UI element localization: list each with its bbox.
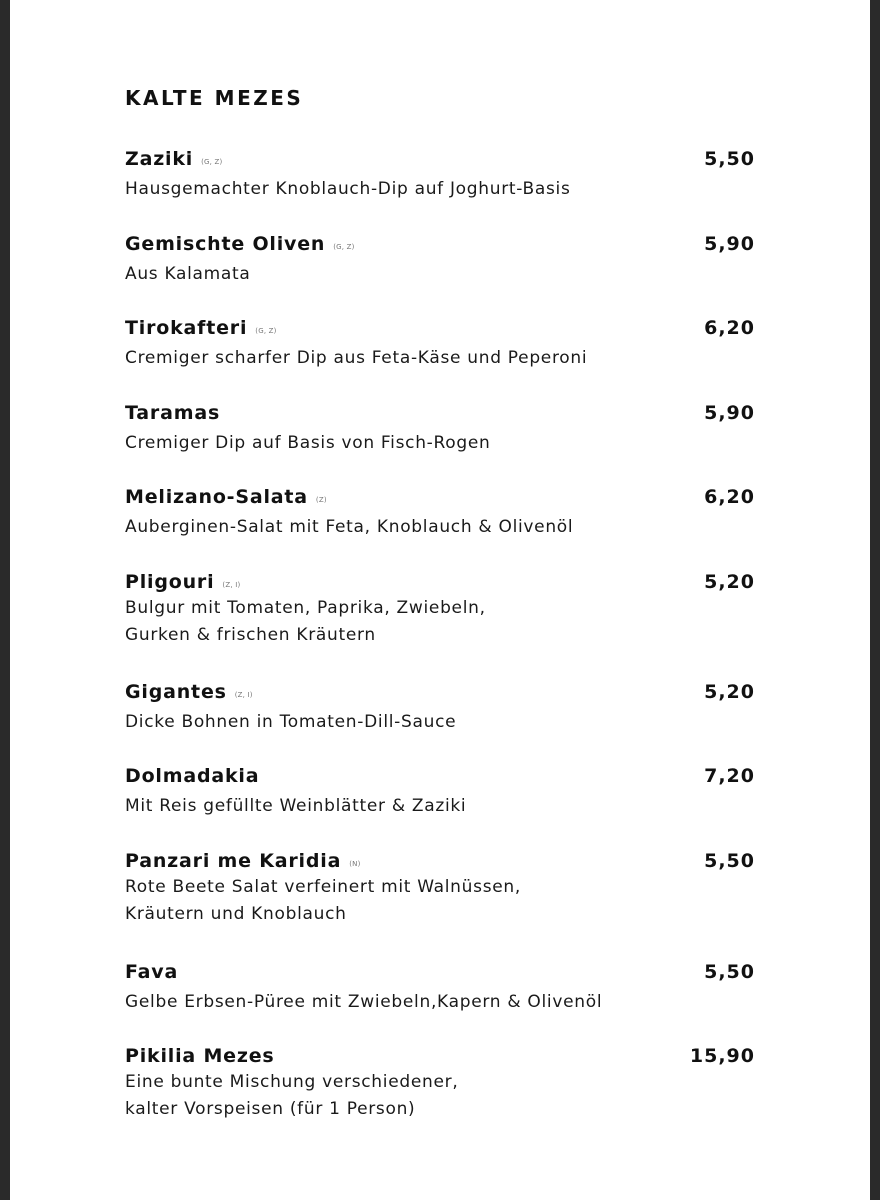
item-name: Panzari me Karidia xyxy=(125,850,342,872)
allergen-codes: (Z) xyxy=(315,496,327,504)
menu-item-panzari-me-karidia xyxy=(125,848,755,928)
item-name: Gigantes xyxy=(125,681,227,703)
item-name: Pligouri xyxy=(125,571,215,593)
menu-item-pikilia-mezes xyxy=(125,1043,755,1123)
item-description: Hausgemachter Knoblauch-Dip auf Joghurt-Basis xyxy=(125,179,571,199)
item-name: Dolmadakia xyxy=(125,765,260,787)
menu-item-header xyxy=(125,400,755,426)
menu-item-header xyxy=(125,1043,755,1069)
item-description: Cremiger scharfer Dip aus Feta-Käse und Peperoni xyxy=(125,348,588,368)
item-price: 5,50 xyxy=(704,850,755,872)
menu-item-header xyxy=(125,763,755,789)
item-description: Cremiger Dip auf Basis von Fisch-Rogen xyxy=(125,433,491,453)
item-description: Gelbe Erbsen-Püree mit Zwiebeln,Kapern & Olivenöl xyxy=(125,992,603,1012)
menu-item-header xyxy=(125,484,755,510)
section-title: KALTE MEZES xyxy=(125,86,304,110)
menu-item-header xyxy=(125,569,755,595)
allergen-codes: (Z, I) xyxy=(222,581,241,589)
item-description: Mit Reis gefüllte Weinblätter & Zaziki xyxy=(125,796,467,816)
item-description: Eine bunte Mischung verschiedener, kalter Vorspeisen (für 1 Person) xyxy=(125,1072,459,1119)
item-price: 7,20 xyxy=(704,765,755,787)
menu-item-header xyxy=(125,959,755,985)
item-name: Taramas xyxy=(125,402,221,424)
menu-item-header xyxy=(125,146,755,172)
menu-item-zaziki xyxy=(125,146,755,203)
item-description: Rote Beete Salat verfeinert mit Walnüssen, Kräutern und Knoblauch xyxy=(125,877,521,924)
menu-item-tirokafteri xyxy=(125,315,755,372)
menu-item-dolmadakia xyxy=(125,763,755,820)
item-name: Gemischte Oliven xyxy=(125,233,326,255)
menu-item-gigantes xyxy=(125,679,755,736)
item-name: Tirokafteri xyxy=(125,317,248,339)
item-price: 5,20 xyxy=(704,571,755,593)
item-name: Pikilia Mezes xyxy=(125,1045,275,1067)
item-price: 15,90 xyxy=(689,1045,755,1067)
item-price: 5,50 xyxy=(704,961,755,983)
item-price: 5,90 xyxy=(704,402,755,424)
item-name: Fava xyxy=(125,961,179,983)
menu-page xyxy=(10,0,870,1200)
allergen-codes: (G, Z) xyxy=(255,327,277,335)
item-price: 5,20 xyxy=(704,681,755,703)
menu-item-header xyxy=(125,315,755,341)
menu-item-melizano-salata xyxy=(125,484,755,541)
menu-item-header xyxy=(125,231,755,257)
item-description: Aus Kalamata xyxy=(125,264,251,284)
item-description: Auberginen-Salat mit Feta, Knoblauch & Olivenöl xyxy=(125,517,574,537)
item-price: 6,20 xyxy=(704,486,755,508)
item-name: Melizano-Salata xyxy=(125,486,308,508)
menu-item-header xyxy=(125,679,755,705)
menu-item-fava xyxy=(125,959,755,1016)
item-name: Zaziki xyxy=(125,148,194,170)
item-price: 5,50 xyxy=(704,148,755,170)
allergen-codes: (Z, I) xyxy=(234,691,253,699)
allergen-codes: (G, Z) xyxy=(201,158,223,166)
menu-item-taramas xyxy=(125,400,755,457)
menu-item-header xyxy=(125,848,755,874)
item-price: 5,90 xyxy=(704,233,755,255)
allergen-codes: (G, Z) xyxy=(333,243,355,251)
menu-item-pligouri xyxy=(125,569,755,649)
allergen-codes: (N) xyxy=(349,860,361,868)
item-price: 6,20 xyxy=(704,317,755,339)
item-description: Bulgur mit Tomaten, Paprika, Zwiebeln, Gurken & frischen Kräutern xyxy=(125,598,486,645)
item-description: Dicke Bohnen in Tomaten-Dill-Sauce xyxy=(125,712,457,732)
menu-item-gemischte-oliven xyxy=(125,231,755,288)
